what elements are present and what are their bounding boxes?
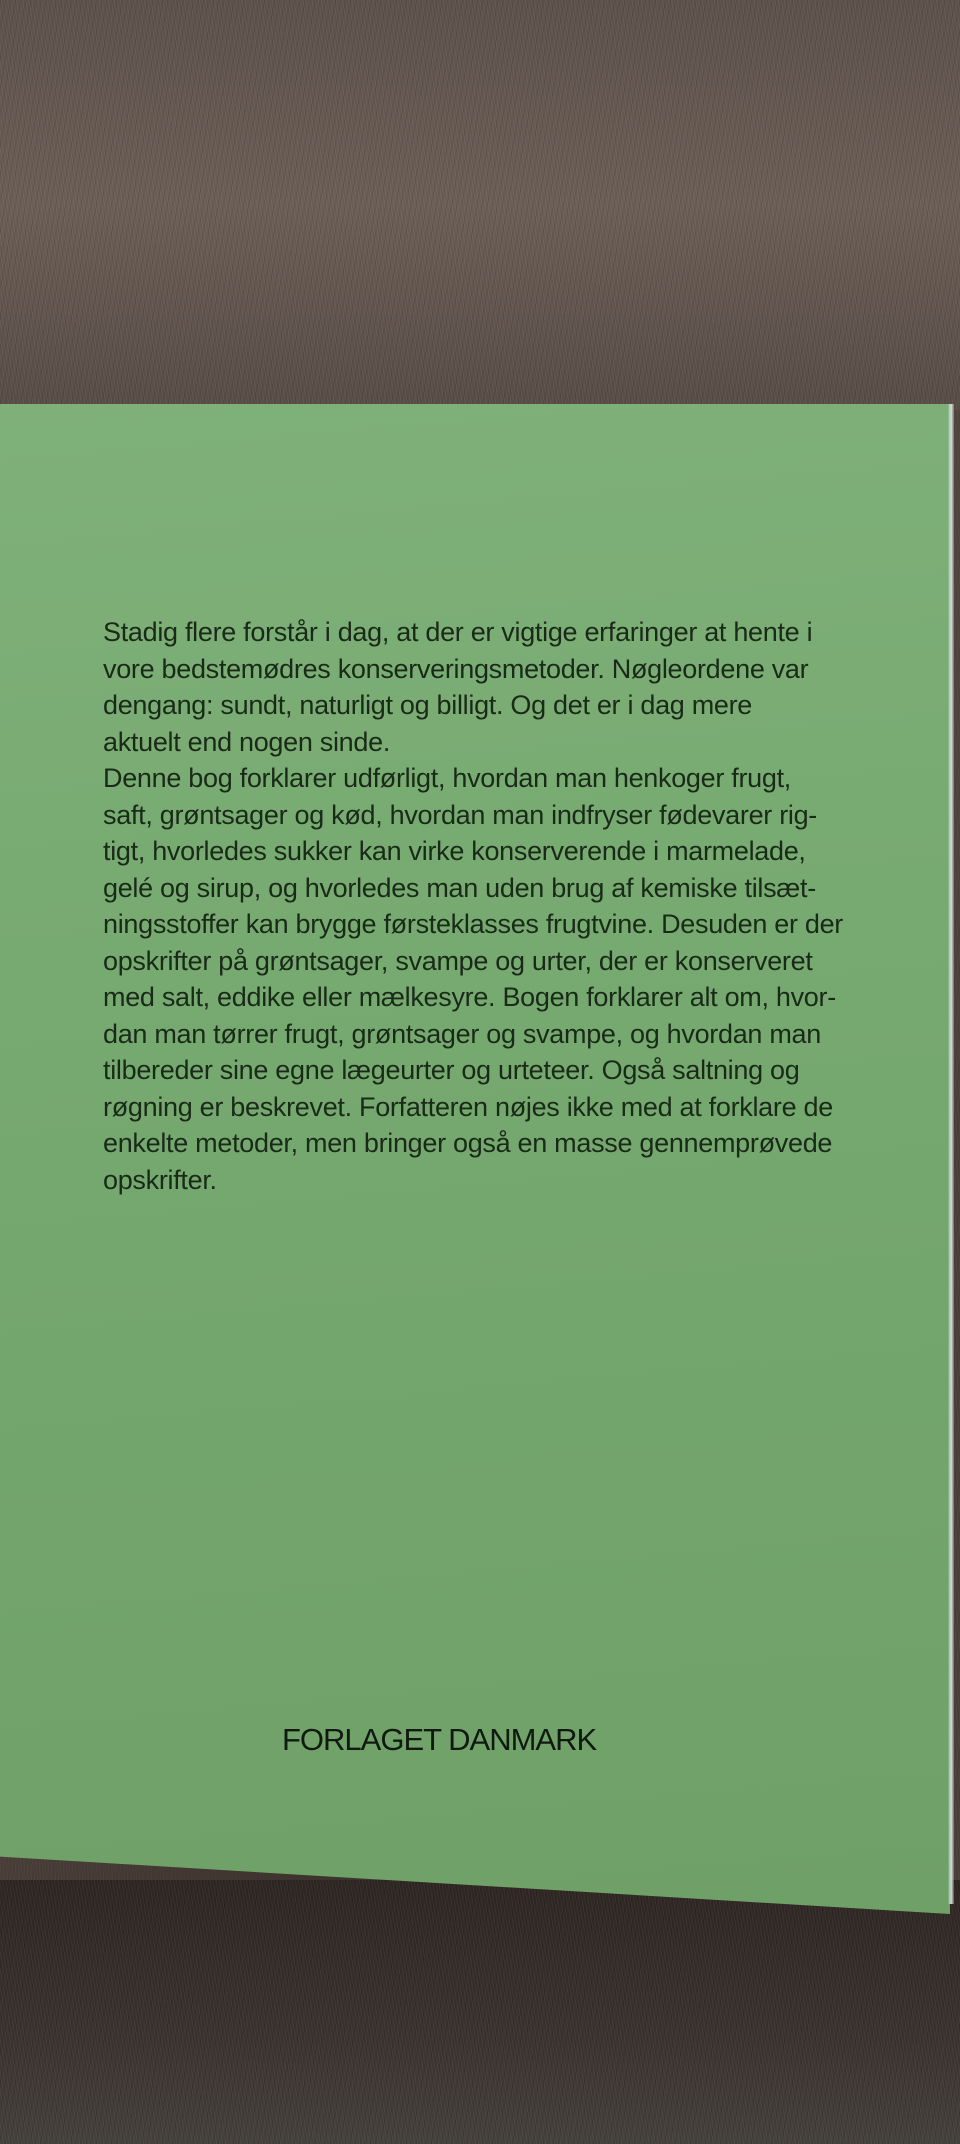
publisher-name: FORLAGET DANMARK	[282, 1722, 597, 1757]
blurb-line: tigt, hvorledes sukker kan virke konserverende i marmelade,	[103, 836, 806, 866]
blurb-line: med salt, eddike eller mælkesyre. Bogen forklarer alt om, hvor-	[103, 982, 836, 1012]
carpet-background-bottom	[0, 1880, 960, 2144]
carpet-background-top	[0, 0, 960, 410]
blurb-line: dengang: sundt, naturligt og billigt. Og det er i dag mere	[103, 690, 753, 720]
blurb-line: saft, grøntsager og kød, hvordan man indfryser fødevarer rig-	[103, 799, 817, 830]
blurb-line: tilbereder sine egne lægeurter og urteteer. Også saltning og	[103, 1055, 800, 1085]
blurb-line: gelé og sirup, og hvorledes man uden brug af kemiske tilsæt-	[103, 872, 816, 903]
blurb-line: aktuelt end nogen sinde.	[103, 726, 391, 757]
blurb-line: røgning er beskrevet. Forfatteren nøjes ikke med at forklare de	[103, 1091, 833, 1122]
blurb-line: Stadig flere forstår i dag, at der er vigtige erfaringer at hente i	[103, 617, 813, 647]
blurb-line: Denne bog forklarer udførligt, hvordan man henkoger frugt,	[103, 763, 791, 793]
blurb-line: opskrifter.	[103, 1164, 217, 1195]
cover-blurb	[103, 614, 873, 1198]
cover-edge-gloss	[948, 404, 954, 1904]
blurb-line: dan man tørrer frugt, grøntsager og svampe, og hvordan man	[103, 1018, 821, 1049]
blurb-line: ningsstoffer kan brygge førsteklasses frugtvine. Desuden er der	[103, 909, 843, 939]
blurb-line: enkelte metoder, men bringer også en masse gennemprøvede	[103, 1128, 833, 1158]
blurb-line: opskrifter på grøntsager, svampe og urter, der er konserveret	[103, 945, 813, 976]
blurb-line: vore bedstemødres konserveringsmetoder. Nøgleordene var	[103, 653, 809, 684]
